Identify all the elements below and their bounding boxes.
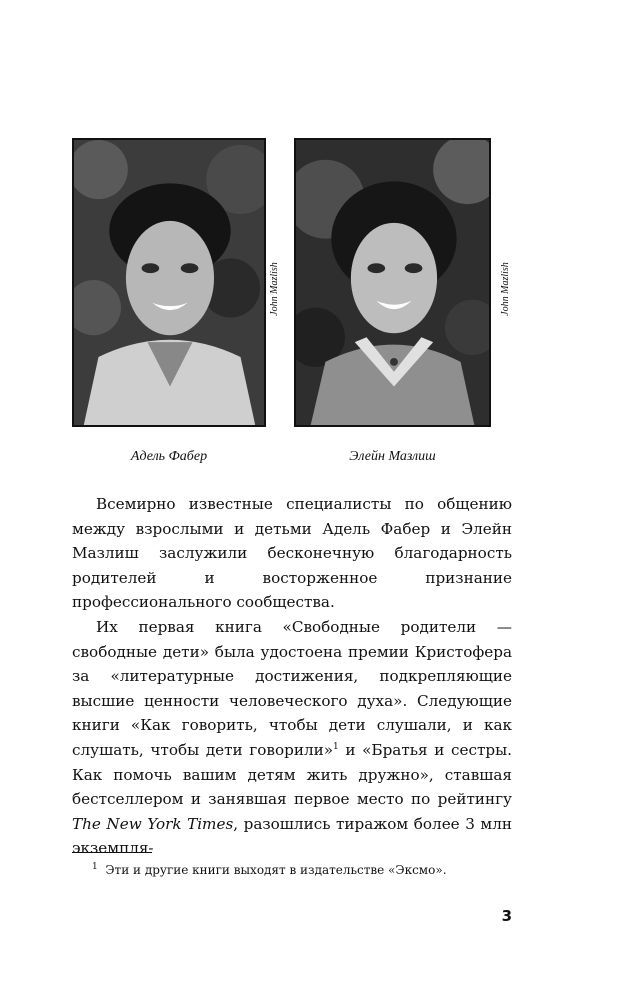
newspaper-title: The New York Times xyxy=(72,814,234,833)
caption-adele-faber: Адель Фабер xyxy=(130,449,208,464)
portrait-image xyxy=(74,140,264,425)
paragraph-1: Всемирно известные специалисты по общению между взрослыми и детьми Адель Фабер и Элейн Мазлиш заслужили бесконечную благодарность родителей и восторженное признание профессионального сообщества. xyxy=(72,495,512,612)
footnote-marker: 1 xyxy=(92,862,98,872)
paragraph-2-part-b: и «Братья и сестры. Как помочь вашим детям жить дружно», ставшая бестселлером и занявшая первое место по рейтингу xyxy=(72,740,512,809)
caption-elaine-mazlish: Элейн Мазлиш xyxy=(349,449,436,464)
paragraph-2 xyxy=(72,615,512,861)
page-number: 3 xyxy=(501,907,512,925)
body-text xyxy=(72,492,512,861)
footnote-text: Эти и другие книги выходят в издательстве «Эксмо». xyxy=(105,863,447,877)
photo-credit-left: John Mazlish xyxy=(269,262,280,316)
photo-elaine-mazlish xyxy=(294,138,491,427)
paragraph-2-part-c: , разошлись тиражом более 3 млн экземпля- xyxy=(72,814,512,858)
footnote xyxy=(92,859,512,878)
footnote-divider xyxy=(72,852,152,853)
photo-credit-right: John Mazlish xyxy=(500,262,511,316)
footnote-reference: 1 xyxy=(333,741,339,752)
photo-adele-faber xyxy=(72,138,266,427)
paragraph-2-part-a: Их первая книга «Свободные родители — свободные дети» была удостоена премии Кристофера за «литературные достижения, подкрепляющие высшие ценности человеческого духа». Следующие книги «Как говорить, чтобы дети слушали, и как слушать, чтобы дети говорили» xyxy=(72,617,512,759)
portrait-image xyxy=(296,140,489,425)
